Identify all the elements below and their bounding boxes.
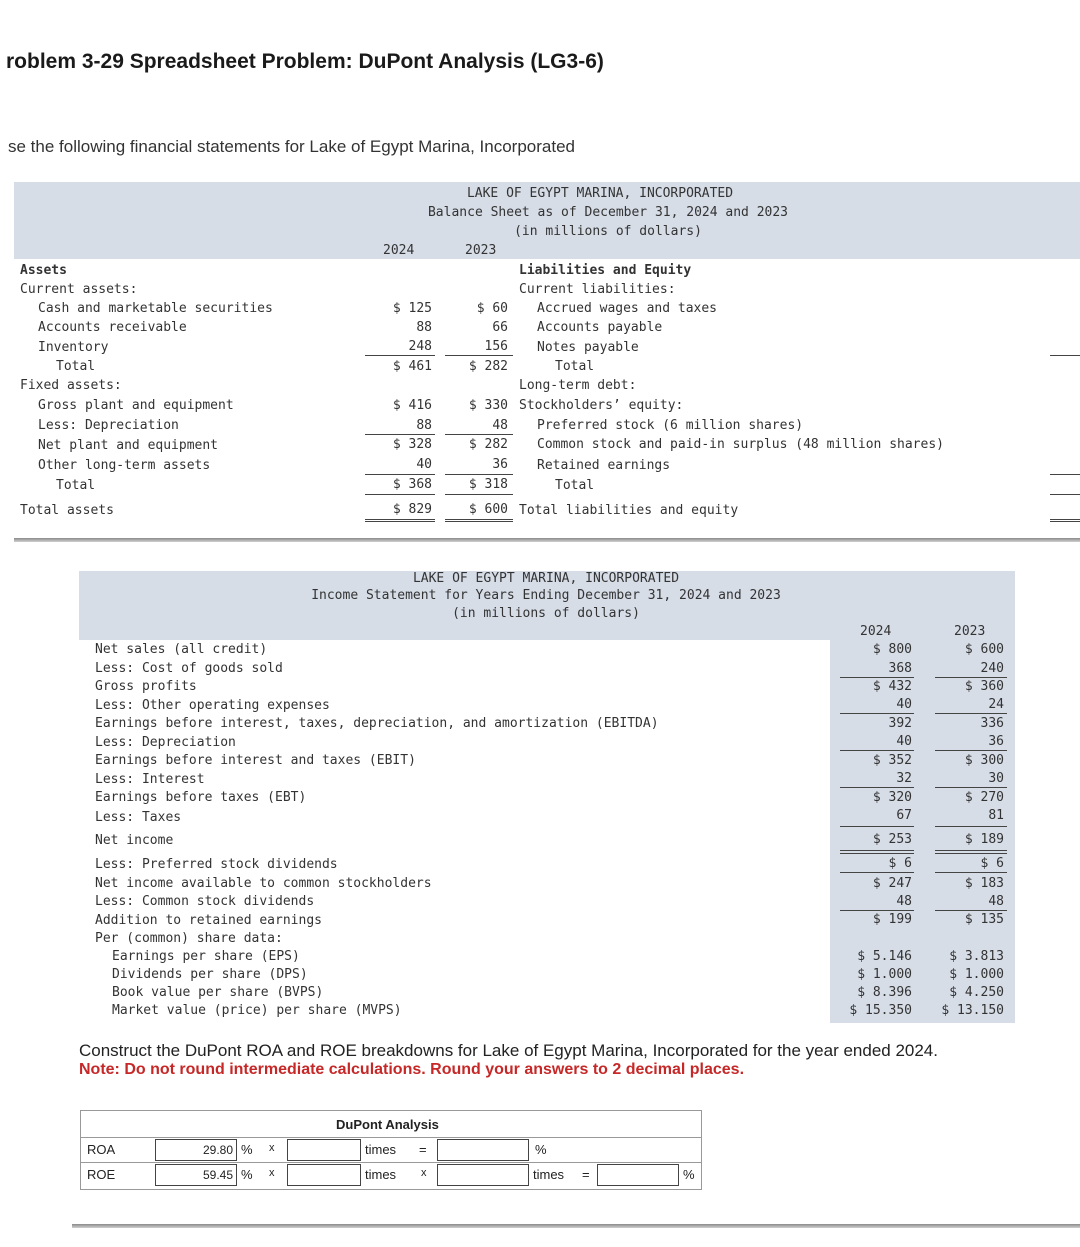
is-row-label: Dividends per share (DPS)	[112, 967, 308, 982]
cropped-rule	[1050, 494, 1080, 495]
roe-input[interactable]: 59.45	[155, 1164, 237, 1186]
cropped-rule	[1050, 355, 1080, 356]
is-heading-title: Income Statement for Years Ending December 31, 2024 and 2023	[311, 588, 781, 603]
roa-input[interactable]: 29.80	[155, 1139, 237, 1161]
is-value-2024: 40	[896, 697, 912, 712]
is-value-2023: $ 360	[964, 679, 1004, 694]
is-value-2023: $ 6	[980, 856, 1004, 871]
current-assets-label: Current assets:	[20, 282, 138, 297]
asset-value-2023: $ 600	[468, 502, 508, 517]
bs-year-2023: 2023	[465, 243, 497, 258]
subtotal-rule	[840, 910, 914, 911]
is-row-label: Net income	[95, 833, 174, 848]
total-double-rule	[840, 850, 914, 851]
is-value-2023: $ 3.813	[949, 949, 1004, 964]
asset-row-label: Accounts receivable	[38, 320, 187, 335]
asset-row-label: Less: Depreciation	[38, 418, 179, 433]
is-value-2024: $ 432	[872, 679, 912, 694]
asset-value-2023: 66	[492, 320, 508, 335]
asset-value-2023: 36	[492, 457, 508, 472]
section-divider	[14, 538, 1080, 542]
is-row-label: Less: Cost of goods sold	[95, 661, 283, 676]
is-value-2024: $ 247	[872, 876, 912, 891]
is-value-2024: 392	[888, 716, 912, 731]
bs-year-2024: 2024	[383, 243, 415, 258]
total-double-rule	[840, 853, 914, 854]
asset-value-2023: $ 282	[468, 359, 508, 374]
is-value-2024: $ 352	[872, 753, 912, 768]
subtotal-rule	[445, 355, 513, 356]
dupont-title: DuPont Analysis	[336, 1117, 439, 1132]
asset-value-2023: $ 60	[476, 301, 508, 316]
percent-sign: %	[535, 1142, 547, 1157]
is-value-2024: $ 253	[872, 832, 912, 847]
is-value-2024: $ 15.350	[849, 1003, 912, 1018]
subtotal-rule	[935, 910, 1007, 911]
is-heading-company: LAKE OF EGYPT MARINA, INCORPORATED	[412, 571, 680, 586]
subtotal-rule	[445, 434, 513, 435]
is-row-label: Less: Depreciation	[95, 735, 236, 750]
is-year-2024: 2024	[860, 624, 892, 639]
asset-value-2024: 40	[416, 457, 432, 472]
asset-value-2024: 88	[416, 320, 432, 335]
subtotal-rule	[445, 494, 513, 495]
equals-sign: =	[582, 1167, 590, 1182]
asset-row-label: Gross plant and equipment	[38, 398, 234, 413]
is-value-2023: 48	[988, 894, 1004, 909]
liability-row-label: Accounts payable	[537, 320, 663, 335]
is-value-2023: $ 300	[964, 753, 1004, 768]
asset-value-2024: $ 368	[392, 477, 432, 492]
roe-equity-multiplier-input[interactable]	[597, 1164, 679, 1186]
subtotal-rule	[840, 713, 914, 714]
total-assets-label: Total assets	[20, 503, 114, 518]
multiply-sign: x	[269, 1167, 275, 1179]
cropped-rule	[1050, 519, 1080, 520]
liabilities-header: Liabilities and Equity	[519, 263, 692, 278]
equals-sign: =	[419, 1142, 427, 1157]
is-row-label: Earnings before taxes (EBT)	[95, 790, 307, 805]
asset-row-label: Net plant and equipment	[38, 438, 219, 453]
asset-row-label: Other long-term assets	[38, 458, 211, 473]
subtotal-rule	[935, 787, 1007, 788]
multiply-sign: x	[269, 1142, 275, 1154]
percent-sign: %	[241, 1167, 253, 1182]
asset-value-2023: 156	[484, 339, 508, 354]
is-row-label: Gross profits	[95, 679, 197, 694]
long-term-debt-label: Long-term debt:	[519, 378, 637, 393]
liability-row-label: Preferred stock (6 million shares)	[537, 418, 804, 433]
liability-row-label: Retained earnings	[537, 458, 671, 473]
is-row-label: Net sales (all credit)	[95, 642, 268, 657]
per-share-data-label: Per (common) share data:	[95, 931, 283, 946]
is-row-label: Less: Interest	[95, 772, 205, 787]
bottom-divider	[72, 1224, 1080, 1228]
stockholders-equity-label: Stockholders’ equity:	[519, 398, 684, 413]
is-row-label: Net income available to common stockholders	[95, 876, 432, 891]
percent-sign: %	[241, 1142, 253, 1157]
is-value-2024: $ 800	[872, 642, 912, 657]
assets-header: Assets	[20, 263, 67, 278]
is-row-label: Book value per share (BVPS)	[112, 985, 324, 1000]
subtotal-rule	[935, 872, 1007, 873]
is-value-2024: $ 1.000	[857, 967, 912, 982]
is-row-label: Earnings per share (EPS)	[112, 949, 300, 964]
subtotal-rule	[935, 713, 1007, 714]
cropped-rule	[1050, 474, 1080, 475]
asset-value-2024: $ 328	[392, 437, 432, 452]
roe-profit-margin-input[interactable]	[287, 1164, 361, 1186]
is-year-2023: 2023	[954, 624, 986, 639]
subtotal-rule	[935, 677, 1007, 678]
asset-value-2024: $ 416	[392, 398, 432, 413]
is-value-2023: $ 183	[964, 876, 1004, 891]
subtotal-rule	[935, 750, 1007, 751]
bs-heading-company: LAKE OF EGYPT MARINA, INCORPORATED	[466, 186, 734, 201]
is-value-2023: 81	[988, 808, 1004, 823]
subtotal-rule	[840, 787, 914, 788]
is-row-label: Less: Preferred stock dividends	[95, 857, 338, 872]
asset-value-2024: 88	[416, 418, 432, 433]
asset-value-2024: $ 829	[392, 502, 432, 517]
asset-row-label: Inventory	[38, 340, 109, 355]
current-liabilities-label: Current liabilities:	[519, 282, 676, 297]
fixed-assets-label: Fixed assets:	[20, 378, 122, 393]
is-value-2023: 24	[988, 697, 1004, 712]
total-double-rule	[935, 850, 1007, 851]
asset-row-label: Cash and marketable securities	[38, 301, 273, 316]
asset-row-label: Total	[56, 359, 96, 374]
subtotal-rule	[840, 872, 914, 873]
subtotal-rule	[365, 474, 435, 475]
total-double-rule	[365, 521, 435, 522]
is-value-2023: $ 13.150	[941, 1003, 1004, 1018]
asset-value-2024: $ 461	[392, 359, 432, 374]
roa-label: ROA	[87, 1142, 116, 1157]
liability-row-label: Accrued wages and taxes	[537, 301, 718, 316]
is-value-2023: $ 1.000	[949, 967, 1004, 982]
liability-row-label: Notes payable	[537, 340, 639, 355]
is-value-2023: 36	[988, 734, 1004, 749]
times-label: times	[365, 1142, 397, 1157]
dupont-header-rule	[81, 1137, 701, 1138]
is-value-2023: $ 600	[964, 642, 1004, 657]
asset-value-2023: $ 282	[468, 437, 508, 452]
total-double-rule	[935, 853, 1007, 854]
is-value-2023: $ 4.250	[949, 985, 1004, 1000]
is-value-2023: 240	[980, 661, 1004, 676]
is-value-2024: 67	[896, 808, 912, 823]
is-value-2023: $ 189	[964, 832, 1004, 847]
bs-heading-units: (in millions of dollars)	[514, 224, 702, 239]
asset-value-2023: $ 330	[468, 398, 508, 413]
total-liabilities-equity-label: Total liabilities and equity	[519, 503, 739, 518]
times-label: times	[533, 1167, 565, 1182]
rounding-note: Note: Do not round intermediate calculations. Round your answers to 2 decimal places.	[79, 1061, 745, 1078]
total-double-rule	[445, 519, 513, 520]
subtotal-rule	[445, 474, 513, 475]
asset-row-label: Total	[56, 478, 96, 493]
is-value-2024: 48	[896, 894, 912, 909]
is-value-2023: 30	[988, 771, 1004, 786]
asset-value-2023: $ 318	[468, 477, 508, 492]
subtotal-rule	[365, 355, 435, 356]
roe-asset-turnover-input[interactable]	[437, 1164, 529, 1186]
subtotal-rule	[935, 826, 1007, 827]
is-row-label: Less: Other operating expenses	[95, 698, 330, 713]
is-row-label: Earnings before interest and taxes (EBIT)	[95, 753, 416, 768]
is-row-label: Addition to retained earnings	[95, 913, 322, 928]
liability-row-label: Total	[555, 359, 595, 374]
is-value-2023: $ 135	[964, 912, 1004, 927]
is-value-2024: $ 6	[888, 856, 912, 871]
is-value-2024: $ 320	[872, 790, 912, 805]
is-row-label: Market value (price) per share (MVPS)	[112, 1003, 402, 1018]
is-value-2024: 40	[896, 734, 912, 749]
is-row-label: Earnings before interest, taxes, depreciation, and amortization (EBITDA)	[95, 716, 659, 731]
subtotal-rule	[840, 826, 914, 827]
roa-profit-margin-input[interactable]	[287, 1139, 361, 1161]
is-value-2023: 336	[980, 716, 1004, 731]
dupont-analysis-table	[80, 1110, 702, 1190]
is-heading-units: (in millions of dollars)	[452, 606, 640, 621]
multiply-sign: x	[421, 1167, 427, 1179]
percent-sign: %	[683, 1167, 695, 1182]
times-label: times	[365, 1167, 397, 1182]
total-double-rule	[445, 521, 513, 522]
is-value-2024: $ 199	[872, 912, 912, 927]
dupont-row-rule	[81, 1162, 701, 1163]
subtotal-rule	[840, 677, 914, 678]
subtotal-rule	[365, 434, 435, 435]
subtotal-rule	[365, 494, 435, 495]
is-value-2024: 32	[896, 771, 912, 786]
page-title: roblem 3-29 Spreadsheet Problem: DuPont Analysis (LG3-6)	[6, 50, 604, 73]
asset-value-2024: $ 125	[392, 301, 432, 316]
is-row-label: Less: Common stock dividends	[95, 894, 315, 909]
total-double-rule	[365, 519, 435, 520]
intro-text: se the following financial statements for Lake of Egypt Marina, Incorporated	[8, 137, 575, 156]
asset-value-2024: 248	[408, 339, 432, 354]
is-value-2024: $ 8.396	[857, 985, 912, 1000]
is-row-label: Less: Taxes	[95, 810, 182, 825]
cropped-rule	[1050, 521, 1080, 522]
is-value-2023: $ 270	[964, 790, 1004, 805]
instructions-text: Construct the DuPont ROA and ROE breakdowns for Lake of Egypt Marina, Incorporated for the year ended 2024.	[79, 1041, 938, 1060]
subtotal-rule	[840, 750, 914, 751]
liability-row-label: Total	[555, 478, 595, 493]
roe-label: ROE	[87, 1167, 116, 1182]
asset-value-2023: 48	[492, 418, 508, 433]
roa-asset-turnover-input[interactable]	[437, 1139, 529, 1161]
is-value-2024: 368	[888, 661, 912, 676]
bs-heading-title: Balance Sheet as of December 31, 2024 and 2023	[427, 205, 789, 220]
liability-row-label: Common stock and paid-in surplus (48 million shares)	[537, 437, 944, 452]
is-value-2024: $ 5.146	[857, 949, 912, 964]
